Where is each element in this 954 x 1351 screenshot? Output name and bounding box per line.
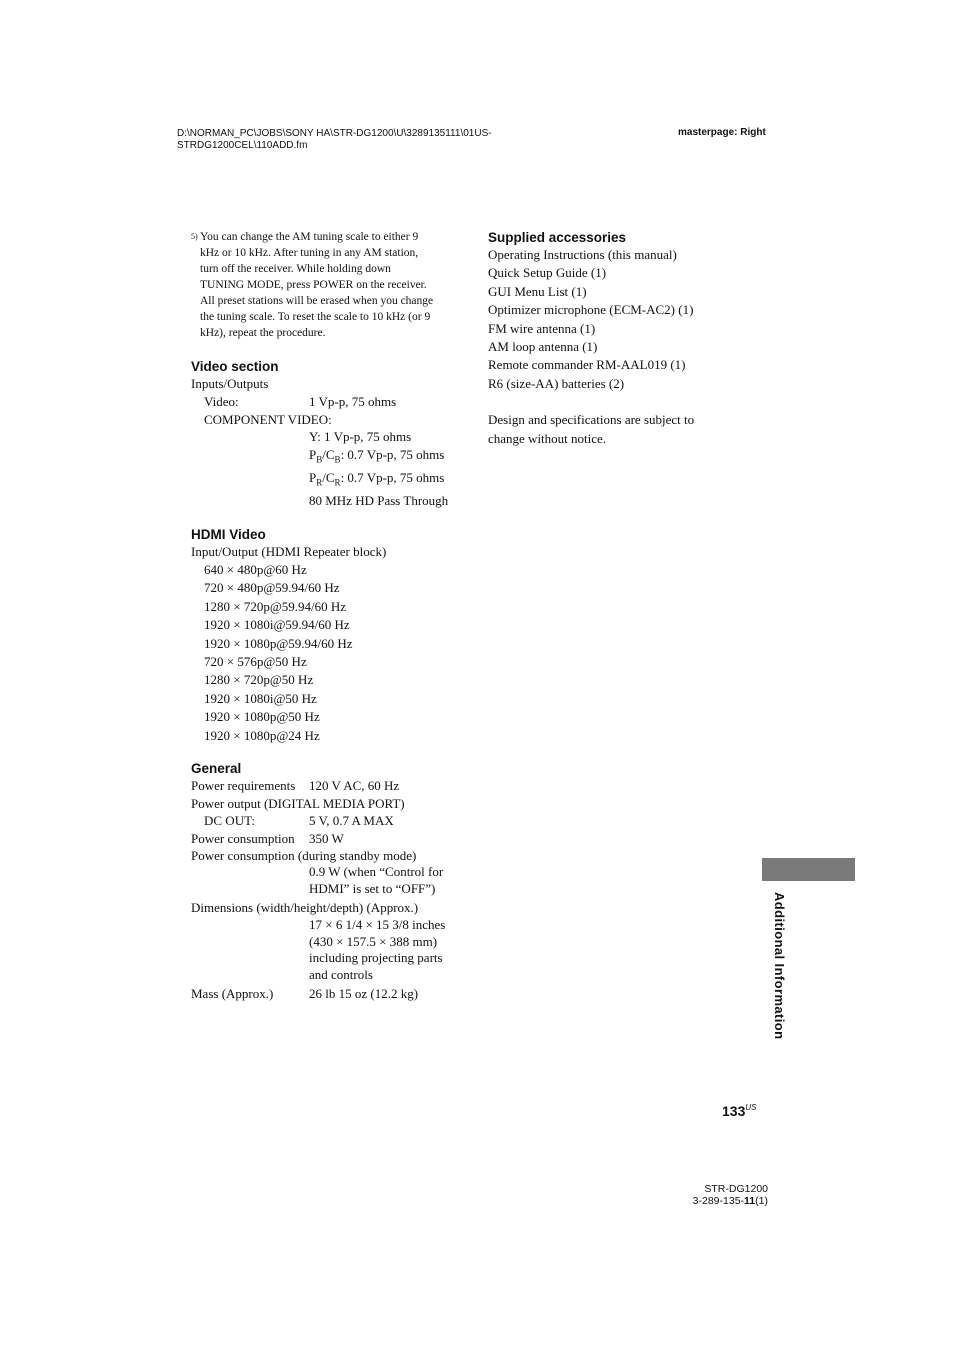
hdmi-format: 720 × 576p@50 Hz <box>204 654 307 670</box>
masterpage-label: masterpage: Right <box>678 127 766 138</box>
left-column <box>191 229 466 1003</box>
file-path-line-2: STRDG1200CEL\110ADD.fm <box>177 140 308 151</box>
footer-model: STR-DG1200 <box>704 1183 768 1195</box>
video-label: Video: <box>204 394 239 410</box>
power-requirements-label: Power requirements <box>191 778 296 794</box>
dimensions-value-line: 17 × 6 1/4 × 15 3/8 inches <box>309 916 446 932</box>
standby-value-line: 0.9 W (when “Control for <box>309 864 444 880</box>
accessory-item: Operating Instructions (this manual) <box>488 247 677 262</box>
hdmi-format: 1920 × 1080p@24 Hz <box>204 727 320 743</box>
footnote-line: kHz or 10 kHz. After tuning in any AM station, <box>200 247 419 259</box>
hdmi-format: 720 × 480p@59.94/60 Hz <box>204 580 340 596</box>
section-side-label-text: Additional Information <box>772 892 787 1040</box>
accessory-item: Quick Setup Guide (1) <box>488 265 607 281</box>
hdmi-video-title: HDMI Video <box>191 526 266 542</box>
accessories-title: Supplied accessories <box>488 230 627 245</box>
file-path-header <box>177 128 492 152</box>
dc-out-label: DC OUT: <box>204 812 255 828</box>
hdmi-format: 1920 × 1080i@59.94/60 Hz <box>204 617 350 633</box>
hdmi-format: 1920 × 1080p@59.94/60 Hz <box>204 635 353 651</box>
hdmi-format: 1280 × 720p@50 Hz <box>204 672 314 688</box>
video-section-title: Video section <box>191 359 279 374</box>
video-spec-row <box>191 393 466 411</box>
accessory-item: Remote commander RM-AAL019 (1) <box>488 357 686 373</box>
dc-out-value: 5 V, 0.7 A MAX <box>309 812 394 828</box>
accessory-item: Optimizer microphone (ECM-AC2) (1) <box>488 302 694 318</box>
footnote-line: kHz), repeat the procedure. <box>200 327 326 339</box>
notice-line: Design and specifications are subject to <box>488 412 695 428</box>
component-pb-value: $P_B/C_B$: 0.7 Vp-p, 75 ohms <box>309 447 445 465</box>
hdmi-format: 1920 × 1080p@50 Hz <box>204 709 320 725</box>
accessory-item: R6 (size-AA) batteries (2) <box>488 375 625 391</box>
hdmi-intro: Input/Output (HDMI Repeater block) <box>191 543 387 559</box>
accessory-item: AM loop antenna (1) <box>488 339 598 355</box>
mass-label: Mass (Approx.) <box>191 985 274 1001</box>
hd-pass-through-value: 80 MHz HD Pass Through <box>309 493 449 509</box>
component-video-label: COMPONENT VIDEO: <box>204 411 332 427</box>
footnote-line: turn off the receiver. While holding down <box>200 263 391 275</box>
dc-out-row <box>191 812 466 830</box>
footnote <box>191 229 466 341</box>
page-number-suffix: US <box>745 1103 757 1112</box>
general-title: General <box>191 761 242 777</box>
component-y-value: Y: 1 Vp-p, 75 ohms <box>309 428 412 444</box>
power-requirements-row <box>191 777 466 795</box>
component-pr-value: $P_R/C_R$: 0.7 Vp-p, 75 ohms <box>309 470 445 488</box>
standby-label: Power consumption (during standby mode) <box>191 848 417 864</box>
page-number <box>722 1103 756 1119</box>
dimensions-value-line: including projecting parts <box>309 950 443 966</box>
footnote-marker: 5) <box>191 232 198 241</box>
footnote-line: You can change the AM tuning scale to either 9 <box>200 231 419 243</box>
power-consumption-row <box>191 830 466 848</box>
accessory-item: GUI Menu List (1) <box>488 283 587 299</box>
power-requirements-value: 120 V AC, 60 Hz <box>309 778 400 794</box>
dimensions-value-line: and controls <box>309 967 373 983</box>
notice-line: change without notice. <box>488 430 607 446</box>
power-consumption-label: Power consumption <box>191 830 295 846</box>
right-column <box>488 230 738 448</box>
power-output-label: Power output (DIGITAL MEDIA PORT) <box>191 795 405 811</box>
dimensions-label: Dimensions (width/height/depth) (Approx.) <box>191 899 419 915</box>
accessory-item: FM wire antenna (1) <box>488 320 596 336</box>
power-consumption-value: 350 W <box>309 830 344 846</box>
footnote-line: All preset stations will be erased when you change <box>200 295 434 307</box>
video-value: 1 Vp-p, 75 ohms <box>309 394 397 410</box>
page-number-value: 133 <box>722 1103 746 1119</box>
footer-part-number: 3-289-135-11(1) <box>692 1195 768 1207</box>
hdmi-format: 640 × 480p@60 Hz <box>204 562 307 578</box>
standby-value-line: HDMI” is set to “OFF”) <box>309 881 436 897</box>
file-path-line-1: D:\NORMAN_PC\JOBS\SONY HA\STR-DG1200\U\3289135111\01US- <box>177 128 492 139</box>
section-side-label <box>769 892 789 1052</box>
hdmi-format: 1920 × 1080i@50 Hz <box>204 690 317 706</box>
inputs-outputs-label: Inputs/Outputs <box>191 376 269 391</box>
footer-code <box>640 1183 768 1207</box>
dimensions-value-line: (430 × 157.5 × 388 mm) <box>309 934 438 950</box>
hdmi-format: 1280 × 720p@59.94/60 Hz <box>204 598 347 614</box>
mass-value: 26 lb 15 oz (12.2 kg) <box>309 985 419 1001</box>
mass-row <box>191 985 466 1003</box>
section-tab-bar <box>762 858 855 881</box>
footnote-line: TUNING MODE, press POWER on the receiver. <box>200 279 427 291</box>
footnote-line: the tuning scale. To reset the scale to 10 kHz (or 9 <box>200 311 431 323</box>
